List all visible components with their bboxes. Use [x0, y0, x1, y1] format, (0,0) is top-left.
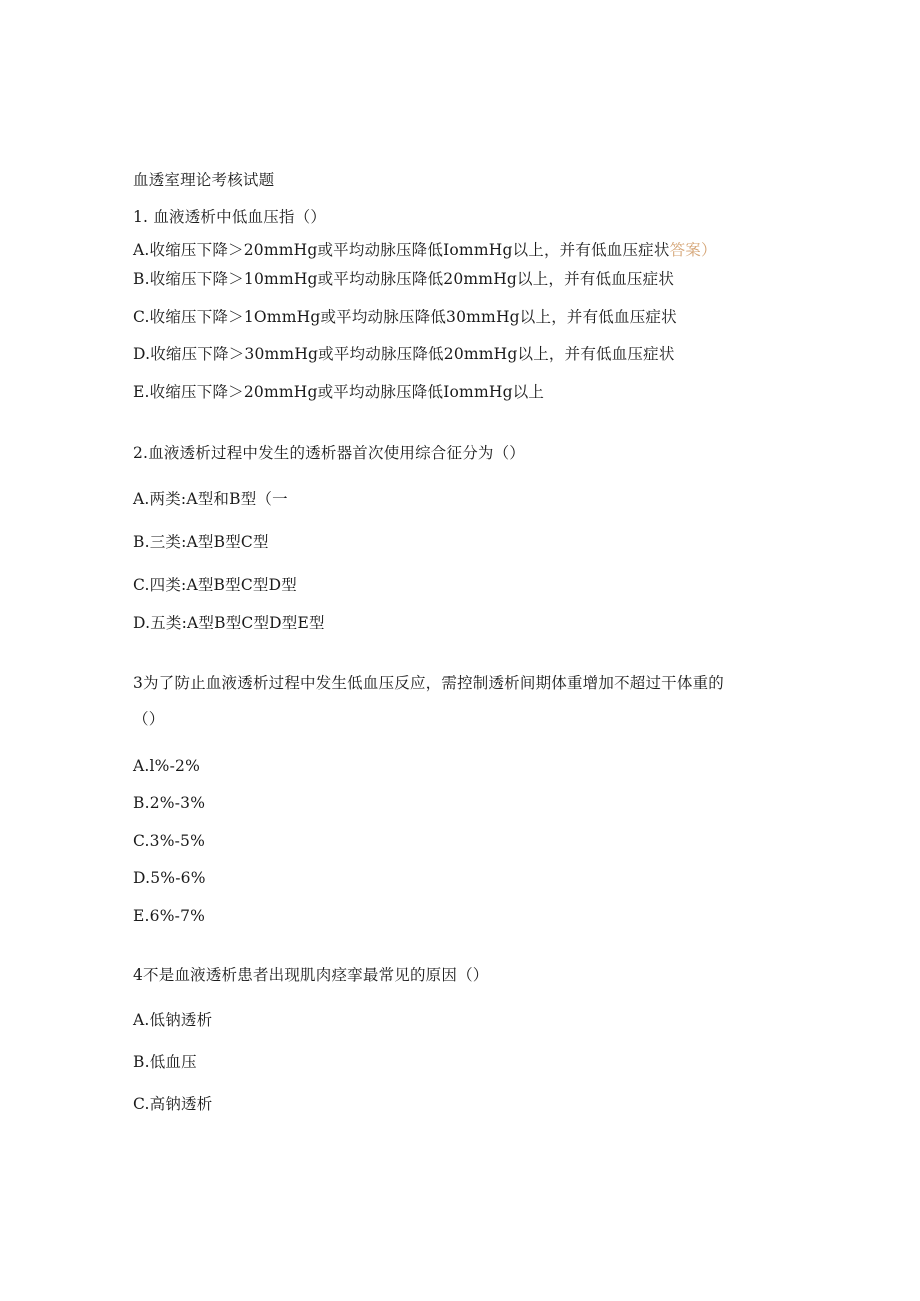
question-1-option-d: D.收缩压下降＞30mmHg或平均动脉压降低20mmHg以上，并有低血压症状	[133, 345, 675, 363]
question-2-stem: 2.血液透析过程中发生的透析器首次使用综合征分为（）	[133, 444, 525, 462]
option-text: A.收缩压下降＞20mmHg或平均动脉压降低IommHg以上，并有低血压症状	[133, 241, 670, 259]
question-2-option-a: A.两类:A型和B型（一	[133, 490, 288, 508]
question-3-stem-cont: （）	[133, 710, 165, 728]
question-2-option-d: D.五类:A型B型C型D型E型	[133, 614, 325, 632]
question-3-option-e: E.6%-7%	[133, 907, 206, 925]
question-4-option-a: A.低钠透析	[133, 1011, 213, 1029]
question-4-option-b: B.低血压	[133, 1053, 197, 1071]
answer-tag: 答案）	[669, 241, 717, 259]
question-1-option-e: E.收缩压下降＞20mmHg或平均动脉压降低IommHg以上	[133, 383, 545, 401]
question-3-stem: 3为了防止血液透析过程中发生低血压反应，需控制透析间期体重增加不超过干体重的	[133, 674, 724, 692]
question-1-option-b: B.收缩压下降＞10mmHg或平均动脉压降低20mmHg以上，并有低血压症状	[133, 270, 675, 288]
question-1-option-c: C.收缩压下降＞1OmmHg或平均动脉压降低30mmHg以上，并有低血压症状	[133, 308, 677, 326]
question-2-option-b: B.三类:A型B型C型	[133, 533, 269, 551]
question-4-stem: 4不是血液透析患者出现肌肉痉挛最常见的原因（）	[133, 966, 489, 984]
document-title: 血透室理论考核试题	[133, 171, 275, 189]
question-1-stem: 1. 血液透析中低血压指（）	[133, 208, 327, 226]
question-3-option-a: A.l%-2%	[133, 757, 201, 775]
question-1-option-a	[133, 240, 717, 260]
question-3-option-b: B.2%-3%	[133, 794, 206, 812]
question-4-option-c: C.高钠透析	[133, 1095, 213, 1113]
question-3-option-d: D.5%-6%	[133, 869, 206, 887]
question-3-option-c: C.3%-5%	[133, 832, 206, 850]
question-2-option-c: C.四类:A型B型C型D型	[133, 576, 297, 594]
